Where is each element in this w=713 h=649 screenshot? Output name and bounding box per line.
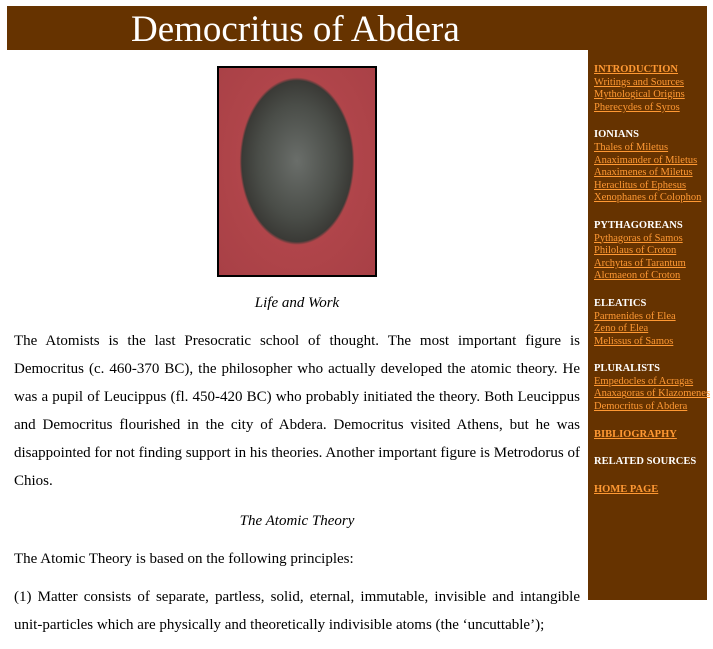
- nav-link[interactable]: Philolaus of Croton: [594, 245, 677, 257]
- democritus-bust-image: [217, 66, 377, 277]
- nav-heading-ionians: IONIANS: [594, 129, 639, 141]
- main-content: [14, 66, 580, 649]
- nav-home[interactable]: HOME PAGE: [594, 483, 659, 495]
- nav-link[interactable]: Heraclitus of Ephesus: [594, 179, 687, 191]
- nav-link[interactable]: Thales of Miletus: [594, 141, 669, 153]
- nav-link[interactable]: Pherecydes of Syros: [594, 101, 680, 113]
- nav-link[interactable]: Democritus of Abdera: [594, 401, 688, 413]
- paragraph: (1) Matter consists of separate, partless, solid, eternal, immutable, invisible and intangible unit-particles which are physically and theoretically indivisible atoms (the ‘uncuttable’);: [14, 589, 580, 633]
- nav-link[interactable]: Melissus of Samos: [594, 335, 674, 347]
- nav-link[interactable]: Xenophanes of Colophon: [594, 192, 702, 204]
- nav-link[interactable]: Archytas of Tarantum: [594, 257, 686, 269]
- nav-heading-related: RELATED SOURCES: [594, 456, 697, 468]
- nav-bibliography[interactable]: BIBLIOGRAPHY: [594, 428, 677, 440]
- nav-heading-pythagoreans: PYTHAGOREANS: [594, 219, 683, 231]
- nav-link[interactable]: Parmenides of Elea: [594, 310, 676, 322]
- paragraph: The Atomic Theory is based on the following principles:: [14, 551, 354, 567]
- sidebar-nav: [588, 50, 711, 600]
- nav-link[interactable]: Writings and Sources: [594, 76, 684, 88]
- section-heading-atomic-theory: The Atomic Theory: [239, 513, 355, 529]
- nav-heading-eleatics: ELEATICS: [594, 297, 647, 309]
- nav-link[interactable]: Pythagoras of Samos: [594, 232, 683, 244]
- nav-link[interactable]: Anaximenes of Miletus: [594, 167, 693, 179]
- nav-link[interactable]: Zeno of Elea: [594, 323, 649, 335]
- nav-link[interactable]: Anaxagoras of Klazomenes: [594, 388, 711, 400]
- nav-link[interactable]: Anaximander of Miletus: [594, 154, 698, 166]
- nav-link[interactable]: Mythological Origins: [594, 89, 685, 101]
- nav-link[interactable]: Empedocles of Acragas: [594, 375, 694, 387]
- nav-introduction[interactable]: INTRODUCTION: [594, 64, 679, 75]
- section-heading-life: Life and Work: [254, 295, 340, 311]
- nav-link[interactable]: Alcmaeon of Croton: [594, 270, 681, 282]
- page-header: [7, 6, 707, 50]
- page-title: Democritus of Abdera: [131, 9, 460, 50]
- nav-heading-pluralists: PLURALISTS: [594, 363, 660, 375]
- paragraph: The Atomists is the last Presocratic school of thought. The most important figure is Democritus (c. 460-370 BC), the philosopher who actually developed the atomic theory. He was a pupil of Leucippus (fl. 450-420 BC) who probably initiated the theory. Both Leucippus and Democritus flourished in the city of Abdera. Democritus visited Athens, but he was disappointed for not finding support in his theories. Another important figure is Metrodorus of Chios.: [14, 333, 580, 489]
